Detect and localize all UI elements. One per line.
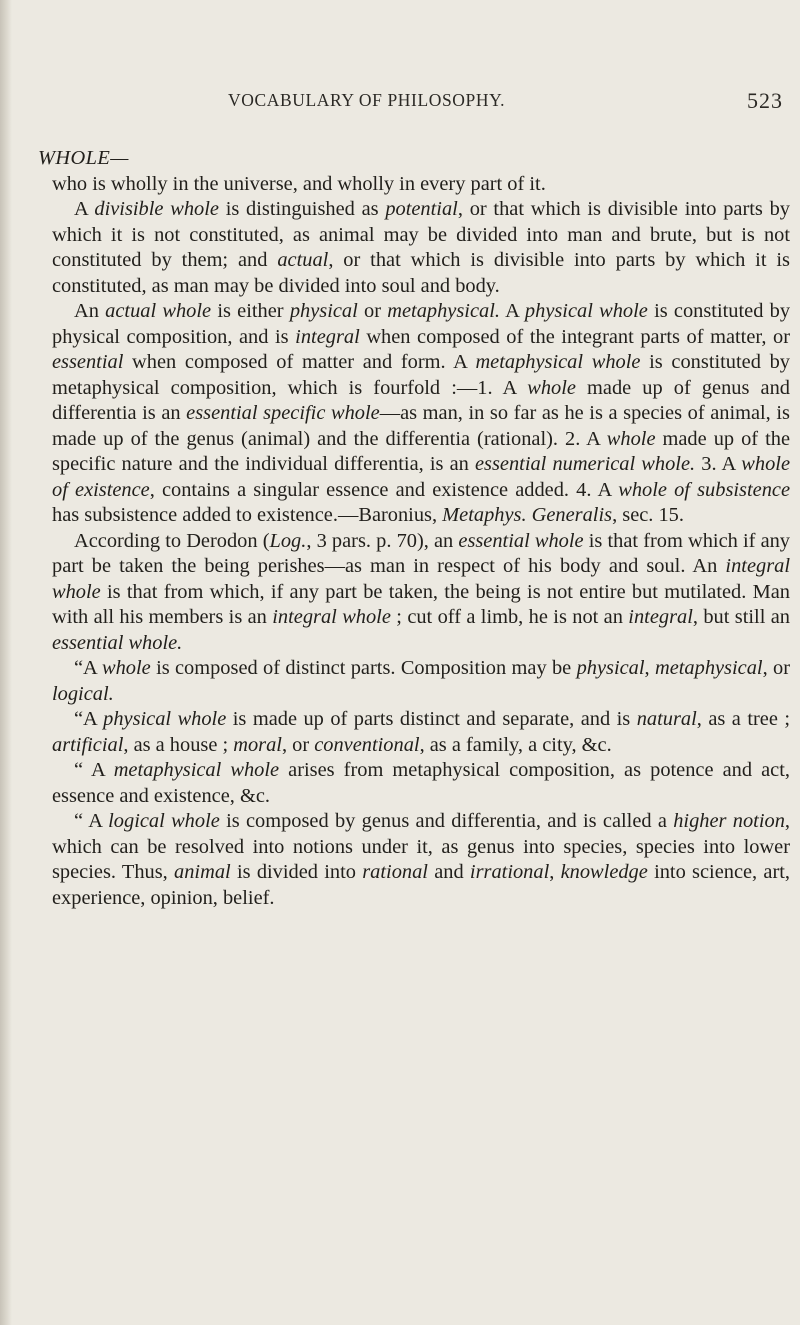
entry-paragraph: “ A logical whole is composed by genus and differentia, and is called a higher notion, which can be resolved into notions under it, as genus into species, species into lower species. Thus, animal is divided into rational and irrational, knowledge into science, art, experience, opinion, belief. (52, 810, 791, 909)
entry-paragraph: A divisible whole is distinguished as potential, or that which is divisible into parts by which it is not constituted, as animal may be divided into man and brute, but is not constituted by them; and actual, or that which is divisible into parts by which it is constituted, as man may be divided into soul and body. (52, 198, 790, 297)
entry-headword: WHOLE— (38, 147, 129, 169)
entry-continuation: who is wholly in the universe, and wholly in every part of it. (52, 172, 546, 195)
page-spine-shadow (0, 0, 12, 1325)
entry-paragraph: “A whole is composed of distinct parts. Composition may be physical, metaphysical, or logical. (52, 657, 791, 705)
running-title: VOCABULARY OF PHILOSOPHY. (228, 90, 506, 110)
entry-paragraph: An actual whole is either physical or metaphysical. A physical whole is constituted by physical composition, and is integral when composed of the integrant parts of matter, or essential when composed of matter and form. A metaphysical whole is constituted by metaphysical composition, which is fourfold :—1. A whole made up of genus and differentia is an essential specific whole—as man, in so far as he is a species of animal, is made up of the genus (animal) and the differentia (rational). 2. A whole made up of the specific nature and the individual differentia, is an essential numerical whole. 3. A whole of existence, contains a singular essence and existence added. 4. A whole of subsistence has subsistence added to existence.—Baronius, Metaphys. Generalis, sec. 15. (52, 300, 791, 526)
entry-body (52, 172, 790, 912)
book-page (30, 78, 792, 1258)
entry-paragraph: “ A metaphysical whole arises from metaphysical composition, as potence and act, essence and existence, &c. (52, 759, 790, 807)
dictionary-entry (30, 146, 792, 911)
running-head (30, 78, 792, 118)
page-number: 523 (747, 88, 783, 113)
entry-paragraph: “A physical whole is made up of parts distinct and separate, and is natural, as a tree ; artificial, as a house ; moral, or conventional, as a family, a city, &c. (52, 708, 791, 756)
entry-paragraph: According to Derodon (Log., 3 pars. p. 70), an essential whole is that from which if any part be taken the being perishes—as man in respect of his body and soul. An integral whole is that from which, if any part be taken, the being is not entire but mutilated. Man with all his members is an integral whole ; cut off a limb, he is not an integral, but still an essential whole. (52, 529, 791, 654)
